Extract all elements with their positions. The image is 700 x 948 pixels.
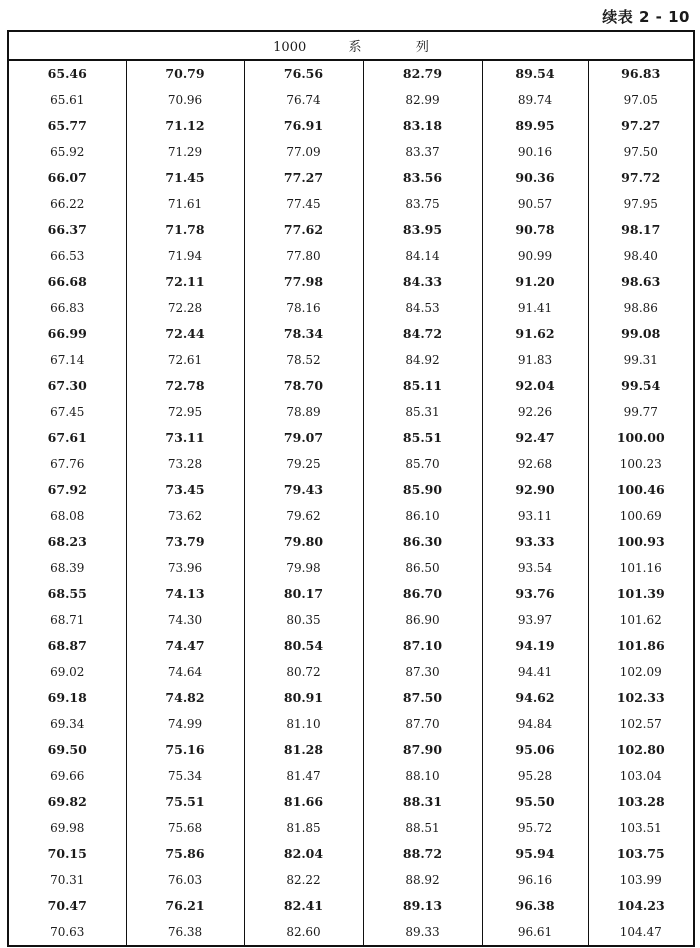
table-cell: 74.64 bbox=[126, 659, 244, 685]
table-cell: 92.68 bbox=[482, 451, 588, 477]
table-row bbox=[8, 659, 694, 685]
table-cell: 85.51 bbox=[363, 425, 482, 451]
table-cell: 96.38 bbox=[482, 893, 588, 919]
table-cell: 100.46 bbox=[588, 477, 694, 503]
table-row bbox=[8, 581, 694, 607]
table-cell: 94.84 bbox=[482, 711, 588, 737]
table-cell: 68.55 bbox=[8, 581, 126, 607]
table-row bbox=[8, 867, 694, 893]
table-cell: 76.21 bbox=[126, 893, 244, 919]
table-cell: 73.79 bbox=[126, 529, 244, 555]
table-cell: 72.44 bbox=[126, 321, 244, 347]
table-cell: 85.90 bbox=[363, 477, 482, 503]
table-cell: 79.43 bbox=[244, 477, 363, 503]
table-cell: 85.70 bbox=[363, 451, 482, 477]
table-cell: 75.68 bbox=[126, 815, 244, 841]
table-cell: 102.09 bbox=[588, 659, 694, 685]
table-cell: 66.22 bbox=[8, 191, 126, 217]
table-cell: 76.38 bbox=[126, 919, 244, 946]
table-cell: 76.91 bbox=[244, 113, 363, 139]
table-row bbox=[8, 529, 694, 555]
table-cell: 89.74 bbox=[482, 87, 588, 113]
table-cell: 80.17 bbox=[244, 581, 363, 607]
table-cell: 69.18 bbox=[8, 685, 126, 711]
table-cell: 97.95 bbox=[588, 191, 694, 217]
table-cell: 66.53 bbox=[8, 243, 126, 269]
table-cell: 98.40 bbox=[588, 243, 694, 269]
table-cell: 72.11 bbox=[126, 269, 244, 295]
series-char-1: 系 bbox=[348, 40, 362, 55]
series-char-2: 列 bbox=[415, 40, 429, 55]
table-cell: 70.15 bbox=[8, 841, 126, 867]
table-cell: 69.50 bbox=[8, 737, 126, 763]
table-cell: 96.16 bbox=[482, 867, 588, 893]
table-cell: 93.33 bbox=[482, 529, 588, 555]
table-cell: 94.41 bbox=[482, 659, 588, 685]
table-cell: 76.56 bbox=[244, 60, 363, 87]
table-cell: 88.92 bbox=[363, 867, 482, 893]
table-caption: 续表 2 - 10 bbox=[602, 8, 690, 26]
table-cell: 81.47 bbox=[244, 763, 363, 789]
table-cell: 88.10 bbox=[363, 763, 482, 789]
table-cell: 95.06 bbox=[482, 737, 588, 763]
table-cell: 88.31 bbox=[363, 789, 482, 815]
table-cell: 90.16 bbox=[482, 139, 588, 165]
table-row bbox=[8, 113, 694, 139]
table-row bbox=[8, 295, 694, 321]
table-cell: 68.39 bbox=[8, 555, 126, 581]
table-cell: 101.39 bbox=[588, 581, 694, 607]
table-cell: 67.92 bbox=[8, 477, 126, 503]
table-row bbox=[8, 269, 694, 295]
table-cell: 80.91 bbox=[244, 685, 363, 711]
table-cell: 84.14 bbox=[363, 243, 482, 269]
table-cell: 73.45 bbox=[126, 477, 244, 503]
table-cell: 70.79 bbox=[126, 60, 244, 87]
table-row bbox=[8, 347, 694, 373]
table-cell: 87.70 bbox=[363, 711, 482, 737]
table-row bbox=[8, 633, 694, 659]
table-cell: 98.63 bbox=[588, 269, 694, 295]
table-row bbox=[8, 711, 694, 737]
table-cell: 73.11 bbox=[126, 425, 244, 451]
table-row bbox=[8, 373, 694, 399]
table-cell: 81.28 bbox=[244, 737, 363, 763]
table-cell: 75.51 bbox=[126, 789, 244, 815]
table-cell: 81.10 bbox=[244, 711, 363, 737]
table-cell: 66.99 bbox=[8, 321, 126, 347]
table-cell: 88.51 bbox=[363, 815, 482, 841]
table-cell: 102.33 bbox=[588, 685, 694, 711]
table-cell: 82.22 bbox=[244, 867, 363, 893]
table-cell: 80.54 bbox=[244, 633, 363, 659]
table-cell: 90.99 bbox=[482, 243, 588, 269]
table-cell: 98.17 bbox=[588, 217, 694, 243]
table-body bbox=[8, 60, 694, 946]
table-cell: 86.30 bbox=[363, 529, 482, 555]
table-cell: 86.70 bbox=[363, 581, 482, 607]
table-cell: 89.13 bbox=[363, 893, 482, 919]
table-cell: 65.61 bbox=[8, 87, 126, 113]
table-cell: 67.14 bbox=[8, 347, 126, 373]
table-cell: 102.80 bbox=[588, 737, 694, 763]
table-cell: 100.69 bbox=[588, 503, 694, 529]
table-cell: 69.98 bbox=[8, 815, 126, 841]
table-cell: 90.78 bbox=[482, 217, 588, 243]
table-cell: 90.57 bbox=[482, 191, 588, 217]
table-cell: 77.45 bbox=[244, 191, 363, 217]
table-cell: 95.28 bbox=[482, 763, 588, 789]
table-cell: 65.46 bbox=[8, 60, 126, 87]
table-cell: 73.62 bbox=[126, 503, 244, 529]
table-cell: 85.31 bbox=[363, 399, 482, 425]
table-row bbox=[8, 893, 694, 919]
table-cell: 102.57 bbox=[588, 711, 694, 737]
table-row bbox=[8, 139, 694, 165]
table-cell: 68.71 bbox=[8, 607, 126, 633]
table-cell: 69.02 bbox=[8, 659, 126, 685]
table-cell: 68.08 bbox=[8, 503, 126, 529]
table-cell: 103.28 bbox=[588, 789, 694, 815]
table-cell: 96.61 bbox=[482, 919, 588, 946]
table-cell: 87.90 bbox=[363, 737, 482, 763]
table-cell: 75.86 bbox=[126, 841, 244, 867]
table-cell: 79.80 bbox=[244, 529, 363, 555]
table-cell: 70.47 bbox=[8, 893, 126, 919]
table-row bbox=[8, 685, 694, 711]
table-cell: 84.92 bbox=[363, 347, 482, 373]
table-cell: 70.63 bbox=[8, 919, 126, 946]
table-cell: 92.26 bbox=[482, 399, 588, 425]
table-cell: 77.98 bbox=[244, 269, 363, 295]
table-cell: 79.98 bbox=[244, 555, 363, 581]
table-cell: 71.45 bbox=[126, 165, 244, 191]
table-row bbox=[8, 191, 694, 217]
table-cell: 87.10 bbox=[363, 633, 482, 659]
table-row bbox=[8, 607, 694, 633]
table-cell: 82.60 bbox=[244, 919, 363, 946]
table-cell: 65.77 bbox=[8, 113, 126, 139]
table-cell: 71.61 bbox=[126, 191, 244, 217]
table-cell: 72.61 bbox=[126, 347, 244, 373]
table-cell: 84.53 bbox=[363, 295, 482, 321]
table-cell: 104.23 bbox=[588, 893, 694, 919]
table-cell: 77.62 bbox=[244, 217, 363, 243]
table-cell: 84.72 bbox=[363, 321, 482, 347]
table-cell: 74.47 bbox=[126, 633, 244, 659]
table-cell: 78.89 bbox=[244, 399, 363, 425]
table-cell: 100.00 bbox=[588, 425, 694, 451]
table-cell: 83.56 bbox=[363, 165, 482, 191]
table-cell: 72.28 bbox=[126, 295, 244, 321]
table-cell: 74.13 bbox=[126, 581, 244, 607]
table-cell: 78.16 bbox=[244, 295, 363, 321]
table-row bbox=[8, 789, 694, 815]
table-cell: 67.61 bbox=[8, 425, 126, 451]
table-cell: 67.30 bbox=[8, 373, 126, 399]
table-cell: 98.86 bbox=[588, 295, 694, 321]
table-row bbox=[8, 399, 694, 425]
table-cell: 99.31 bbox=[588, 347, 694, 373]
table-cell: 82.79 bbox=[363, 60, 482, 87]
table-cell: 97.72 bbox=[588, 165, 694, 191]
resistance-series-table bbox=[7, 30, 695, 947]
series-header bbox=[8, 31, 694, 60]
table-cell: 83.75 bbox=[363, 191, 482, 217]
table-cell: 94.62 bbox=[482, 685, 588, 711]
table-cell: 85.11 bbox=[363, 373, 482, 399]
table-cell: 76.03 bbox=[126, 867, 244, 893]
table-cell: 88.72 bbox=[363, 841, 482, 867]
table-cell: 100.23 bbox=[588, 451, 694, 477]
table-cell: 93.11 bbox=[482, 503, 588, 529]
table-cell: 78.70 bbox=[244, 373, 363, 399]
table-cell: 74.30 bbox=[126, 607, 244, 633]
table-row bbox=[8, 165, 694, 191]
table-header-row bbox=[8, 31, 694, 60]
table-cell: 103.75 bbox=[588, 841, 694, 867]
table-cell: 86.50 bbox=[363, 555, 482, 581]
table-cell: 72.95 bbox=[126, 399, 244, 425]
table-cell: 79.07 bbox=[244, 425, 363, 451]
table-cell: 87.30 bbox=[363, 659, 482, 685]
table-cell: 78.34 bbox=[244, 321, 363, 347]
table-cell: 67.45 bbox=[8, 399, 126, 425]
table-row bbox=[8, 503, 694, 529]
table-cell: 77.80 bbox=[244, 243, 363, 269]
table-cell: 101.86 bbox=[588, 633, 694, 659]
table-cell: 97.05 bbox=[588, 87, 694, 113]
table-cell: 71.12 bbox=[126, 113, 244, 139]
table-cell: 71.94 bbox=[126, 243, 244, 269]
table-row bbox=[8, 477, 694, 503]
table-row bbox=[8, 815, 694, 841]
table-cell: 95.72 bbox=[482, 815, 588, 841]
table-cell: 92.90 bbox=[482, 477, 588, 503]
table-cell: 68.87 bbox=[8, 633, 126, 659]
table-row bbox=[8, 841, 694, 867]
table-row bbox=[8, 425, 694, 451]
table-cell: 81.66 bbox=[244, 789, 363, 815]
table-cell: 101.62 bbox=[588, 607, 694, 633]
table-cell: 101.16 bbox=[588, 555, 694, 581]
table-cell: 66.07 bbox=[8, 165, 126, 191]
table-cell: 70.31 bbox=[8, 867, 126, 893]
table-cell: 92.04 bbox=[482, 373, 588, 399]
table-cell: 71.78 bbox=[126, 217, 244, 243]
table-cell: 86.90 bbox=[363, 607, 482, 633]
table-cell: 80.35 bbox=[244, 607, 363, 633]
table-cell: 103.51 bbox=[588, 815, 694, 841]
table-cell: 91.83 bbox=[482, 347, 588, 373]
table-cell: 83.18 bbox=[363, 113, 482, 139]
table-cell: 86.10 bbox=[363, 503, 482, 529]
table-cell: 69.66 bbox=[8, 763, 126, 789]
table-cell: 77.09 bbox=[244, 139, 363, 165]
table-cell: 99.54 bbox=[588, 373, 694, 399]
table-cell: 89.54 bbox=[482, 60, 588, 87]
table-cell: 69.82 bbox=[8, 789, 126, 815]
table-cell: 79.25 bbox=[244, 451, 363, 477]
table-cell: 103.99 bbox=[588, 867, 694, 893]
table-row bbox=[8, 87, 694, 113]
table-cell: 82.99 bbox=[363, 87, 482, 113]
table-row bbox=[8, 555, 694, 581]
table-cell: 82.41 bbox=[244, 893, 363, 919]
table-cell: 96.83 bbox=[588, 60, 694, 87]
table-cell: 93.54 bbox=[482, 555, 588, 581]
table-row bbox=[8, 217, 694, 243]
series-number: 1000 bbox=[273, 40, 307, 55]
table-cell: 103.04 bbox=[588, 763, 694, 789]
table-row bbox=[8, 243, 694, 269]
table-cell: 100.93 bbox=[588, 529, 694, 555]
table-cell: 89.33 bbox=[363, 919, 482, 946]
table-cell: 75.16 bbox=[126, 737, 244, 763]
table-cell: 65.92 bbox=[8, 139, 126, 165]
table-cell: 69.34 bbox=[8, 711, 126, 737]
table-cell: 93.76 bbox=[482, 581, 588, 607]
table-cell: 74.82 bbox=[126, 685, 244, 711]
table-row bbox=[8, 763, 694, 789]
table-cell: 73.96 bbox=[126, 555, 244, 581]
table-cell: 66.68 bbox=[8, 269, 126, 295]
table-cell: 75.34 bbox=[126, 763, 244, 789]
table-cell: 94.19 bbox=[482, 633, 588, 659]
table-cell: 99.77 bbox=[588, 399, 694, 425]
table-cell: 77.27 bbox=[244, 165, 363, 191]
table-cell: 78.52 bbox=[244, 347, 363, 373]
table-cell: 90.36 bbox=[482, 165, 588, 191]
table-cell: 74.99 bbox=[126, 711, 244, 737]
table-cell: 93.97 bbox=[482, 607, 588, 633]
table-cell: 66.37 bbox=[8, 217, 126, 243]
table-cell: 87.50 bbox=[363, 685, 482, 711]
table-cell: 91.20 bbox=[482, 269, 588, 295]
table-cell: 71.29 bbox=[126, 139, 244, 165]
table-cell: 91.62 bbox=[482, 321, 588, 347]
table-cell: 95.94 bbox=[482, 841, 588, 867]
table-cell: 91.41 bbox=[482, 295, 588, 321]
table-cell: 104.47 bbox=[588, 919, 694, 946]
table-cell: 97.50 bbox=[588, 139, 694, 165]
table-cell: 76.74 bbox=[244, 87, 363, 113]
table-row bbox=[8, 451, 694, 477]
table-cell: 84.33 bbox=[363, 269, 482, 295]
table-cell: 83.95 bbox=[363, 217, 482, 243]
table-cell: 81.85 bbox=[244, 815, 363, 841]
table-cell: 72.78 bbox=[126, 373, 244, 399]
table-cell: 82.04 bbox=[244, 841, 363, 867]
table-cell: 95.50 bbox=[482, 789, 588, 815]
table-cell: 89.95 bbox=[482, 113, 588, 139]
table-cell: 97.27 bbox=[588, 113, 694, 139]
table-cell: 83.37 bbox=[363, 139, 482, 165]
table-cell: 99.08 bbox=[588, 321, 694, 347]
table-row bbox=[8, 737, 694, 763]
table-cell: 68.23 bbox=[8, 529, 126, 555]
table-cell: 67.76 bbox=[8, 451, 126, 477]
table-cell: 70.96 bbox=[126, 87, 244, 113]
table-cell: 80.72 bbox=[244, 659, 363, 685]
table-row bbox=[8, 60, 694, 87]
table-cell: 66.83 bbox=[8, 295, 126, 321]
table-cell: 92.47 bbox=[482, 425, 588, 451]
table-row bbox=[8, 919, 694, 946]
table-cell: 79.62 bbox=[244, 503, 363, 529]
table-cell: 73.28 bbox=[126, 451, 244, 477]
table-row bbox=[8, 321, 694, 347]
